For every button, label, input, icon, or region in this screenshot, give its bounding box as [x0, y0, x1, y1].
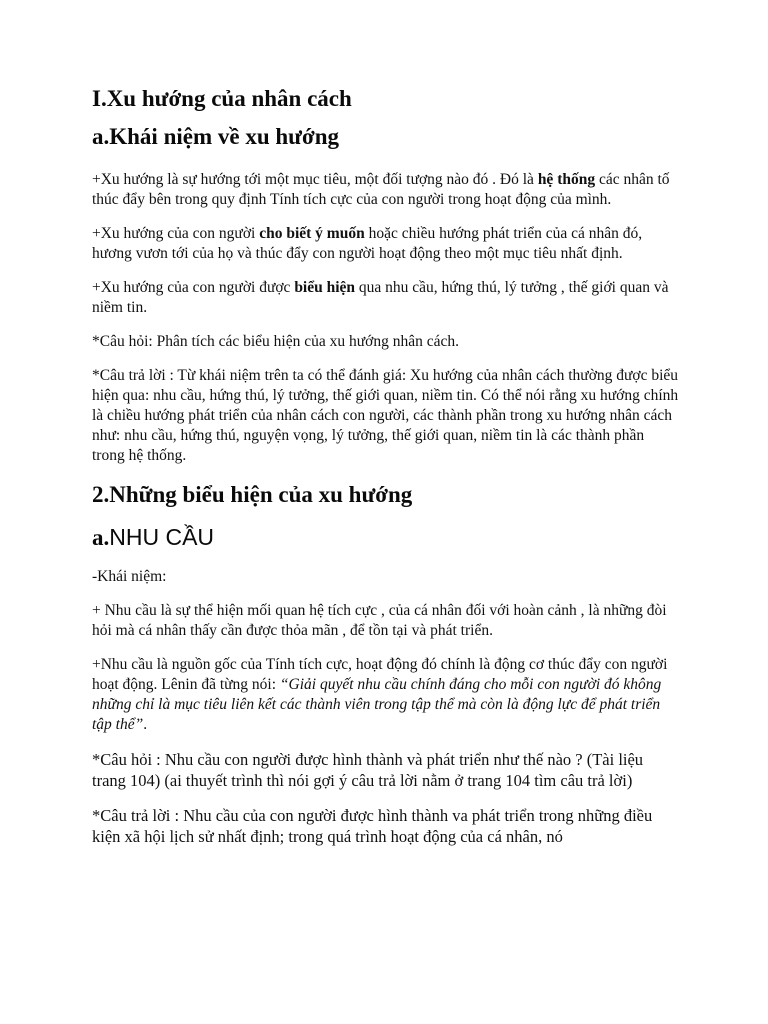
paragraph-expression: [92, 278, 680, 318]
paragraph-answer: *Câu trả lời : Từ khái niệm trên ta có thể đánh giá: Xu hướng của nhân cách thường được biểu hiện qua: nhu cầu, hứng thú, lý tưởng, thế giới quan, niềm tin. Có thể nói rằng xu hướng chính là chiều hướng phát triển của nhân cách con người, các thành phần trong xu hướng nhân cách như: nhu cầu, hứng thú, nguyện vọng, lý tưởng, thế giới quan, niềm tin là các thành phần trong hệ thống.: [92, 367, 679, 464]
paragraph-text: +Xu hướng của con người được: [92, 279, 295, 296]
paragraph-text: +Xu hướng là sự hướng tới một mục tiêu, một đối tượng nào đó . Đó là: [92, 171, 538, 188]
paragraph-needs-question: *Câu hỏi : Nhu cầu con người được hình thành và phát triển như thế nào ? (Tài liệu trang 104) (ai thuyết trình thì nói gợi ý câu trả lời nằm ở trang 104 tìm câu trả lời): [92, 750, 644, 790]
paragraph-will: [92, 224, 680, 264]
paragraph-needs-source: [92, 655, 680, 735]
quote-text: “Giải quyết nhu cầu chính đáng cho mỗi con người đó không những chỉ là mục tiêu liên kết các thành viên trong tập thể mà còn là động lực để phát triển tập thể”: [92, 676, 662, 733]
paragraph-text: +Nhu cầu là nguồn gốc của Tính tích cực, hoạt động đó chính là động cơ thúc đẩy con người hoạt động. Lênin đã từng nói:: [92, 656, 668, 693]
paragraph-needs-definition: + Nhu cầu là sự thể hiện mối quan hệ tích cực , của cá nhân đối với hoàn cảnh , là những đòi hỏi mà cá nhân thấy cần được thỏa mãn , để tồn tại và phát triển.: [92, 602, 667, 639]
bold-term: hệ thống: [537, 171, 596, 188]
paragraph-text: qua nhu cầu, hứng thú, lý tưởng , thế giới quan và niềm tin.: [92, 279, 669, 316]
heading-main: I.Xu hướng của nhân cách: [92, 86, 352, 111]
paragraph-needs-answer: *Câu trả lời : Nhu cầu của con người được hình thành va phát triển trong những điều kiện xã hội lịch sử nhất định; trong quá trình hoạt động của cá nhân, nó: [92, 806, 653, 846]
heading-concept: a.Khái niệm về xu hướng: [92, 124, 339, 149]
paragraph-text: hoặc chiều hướng phát triển của cá nhân đó, hương vươn tới của họ và thúc đẩy con người hoạt động theo một mục tiêu nhất định.: [92, 225, 643, 262]
paragraph-definition: [92, 170, 680, 210]
document-page: [92, 84, 680, 861]
heading-needs-text: NHU CẦU: [109, 524, 215, 550]
bold-term: biểu hiện: [294, 279, 356, 296]
paragraph-text: các nhân tố thúc đẩy bên trong quy định Tính tích cực của con người trong hoạt động của mình.: [92, 171, 670, 208]
paragraph-text: .: [143, 716, 148, 733]
bold-term: cho biết ý muốn: [259, 225, 365, 242]
paragraph-question: *Câu hỏi: Phân tích các biểu hiện của xu hướng nhân cách.: [92, 333, 459, 350]
paragraph-text: +Xu hướng của con người: [92, 225, 260, 242]
paragraph-concept-label: -Khái niệm:: [92, 568, 167, 585]
heading-needs-prefix: a.: [92, 525, 110, 550]
heading-section-2: 2.Những biểu hiện của xu hướng: [92, 482, 413, 507]
heading-needs: [92, 522, 680, 553]
